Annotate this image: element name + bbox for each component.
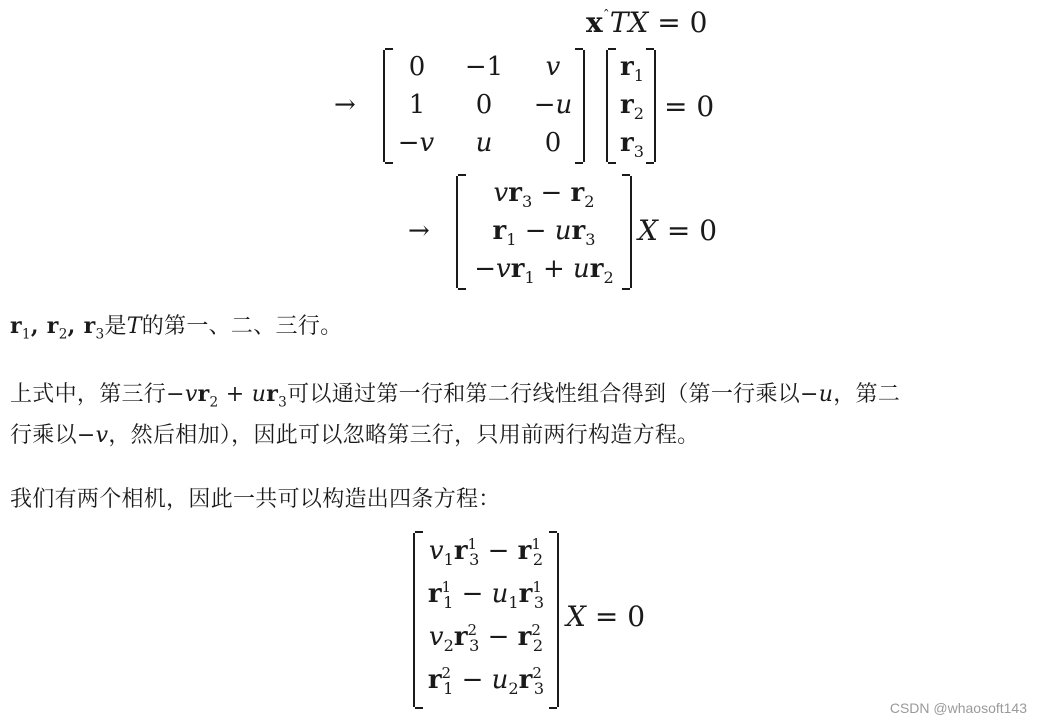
matrix1-cell: 0 (544, 128, 562, 158)
reduced-matrix (456, 176, 632, 288)
equation2-rhs: X = 0 (638, 214, 718, 247)
four-equations-intro: 我们有两个相机，因此一共可以构造出四条方程： (10, 487, 501, 512)
matrix2-row: $-vr_1 + ur_2$ (474, 254, 614, 288)
equation-top: $x^ˆTX = 0$ (586, 6, 708, 39)
matrix3-row: $v_2r^2_3 - r^2_2$ (428, 621, 544, 656)
matrix1-cell: 0 (408, 52, 426, 82)
explanation-line-1: 上式中，第三行$-vr_2 + ur_3$可以通过第一行和第二行线性组合得到（第一行乘以−u，第二 (10, 381, 901, 411)
matrix1-cell: −1 (464, 52, 504, 82)
vector-cell: $r_2$ (620, 90, 644, 124)
matrix1-cell: u (475, 128, 493, 158)
matrix1-cell: −v (397, 128, 435, 158)
row-vector-r (606, 50, 656, 162)
matrix2-row: $vr_3 - r_2$ (493, 178, 595, 212)
matrix1-cell: v (545, 52, 561, 82)
matrix1-cell: 1 (408, 90, 426, 120)
rows-description: $r_1$, $r_2$, $r_3$是T的第一、二、三行。 (10, 313, 343, 343)
equation3-rhs: X = 0 (566, 600, 646, 633)
matrix1-cell: −u (533, 90, 573, 120)
matrix2-row: $r_1 - ur_3$ (492, 216, 596, 250)
vector-cell: $r_3$ (620, 128, 644, 162)
matrix3-row: $r^2_1 - u_2r^2_3$ (427, 664, 545, 699)
matrix1-cell: 0 (475, 90, 493, 120)
matrix3-row: $r^1_1 - u_1r^1_3$ (427, 578, 545, 613)
matrix3-row: $v_1r^1_3 - r^1_2$ (428, 535, 544, 570)
vector-cell: $r_1$ (620, 52, 644, 86)
equation1-rhs: = 0 (664, 90, 715, 123)
stacked-constraint-matrix (413, 533, 559, 707)
watermark: CSDN @whaosoft143 (889, 700, 1027, 716)
explanation-line-2: 行乘以−v，然后相加），因此可以忽略第三行，只用前两行构造方程。 (10, 423, 700, 448)
arrow-1: → (334, 90, 356, 120)
skew-matrix (383, 50, 585, 162)
arrow-2: → (408, 216, 430, 246)
